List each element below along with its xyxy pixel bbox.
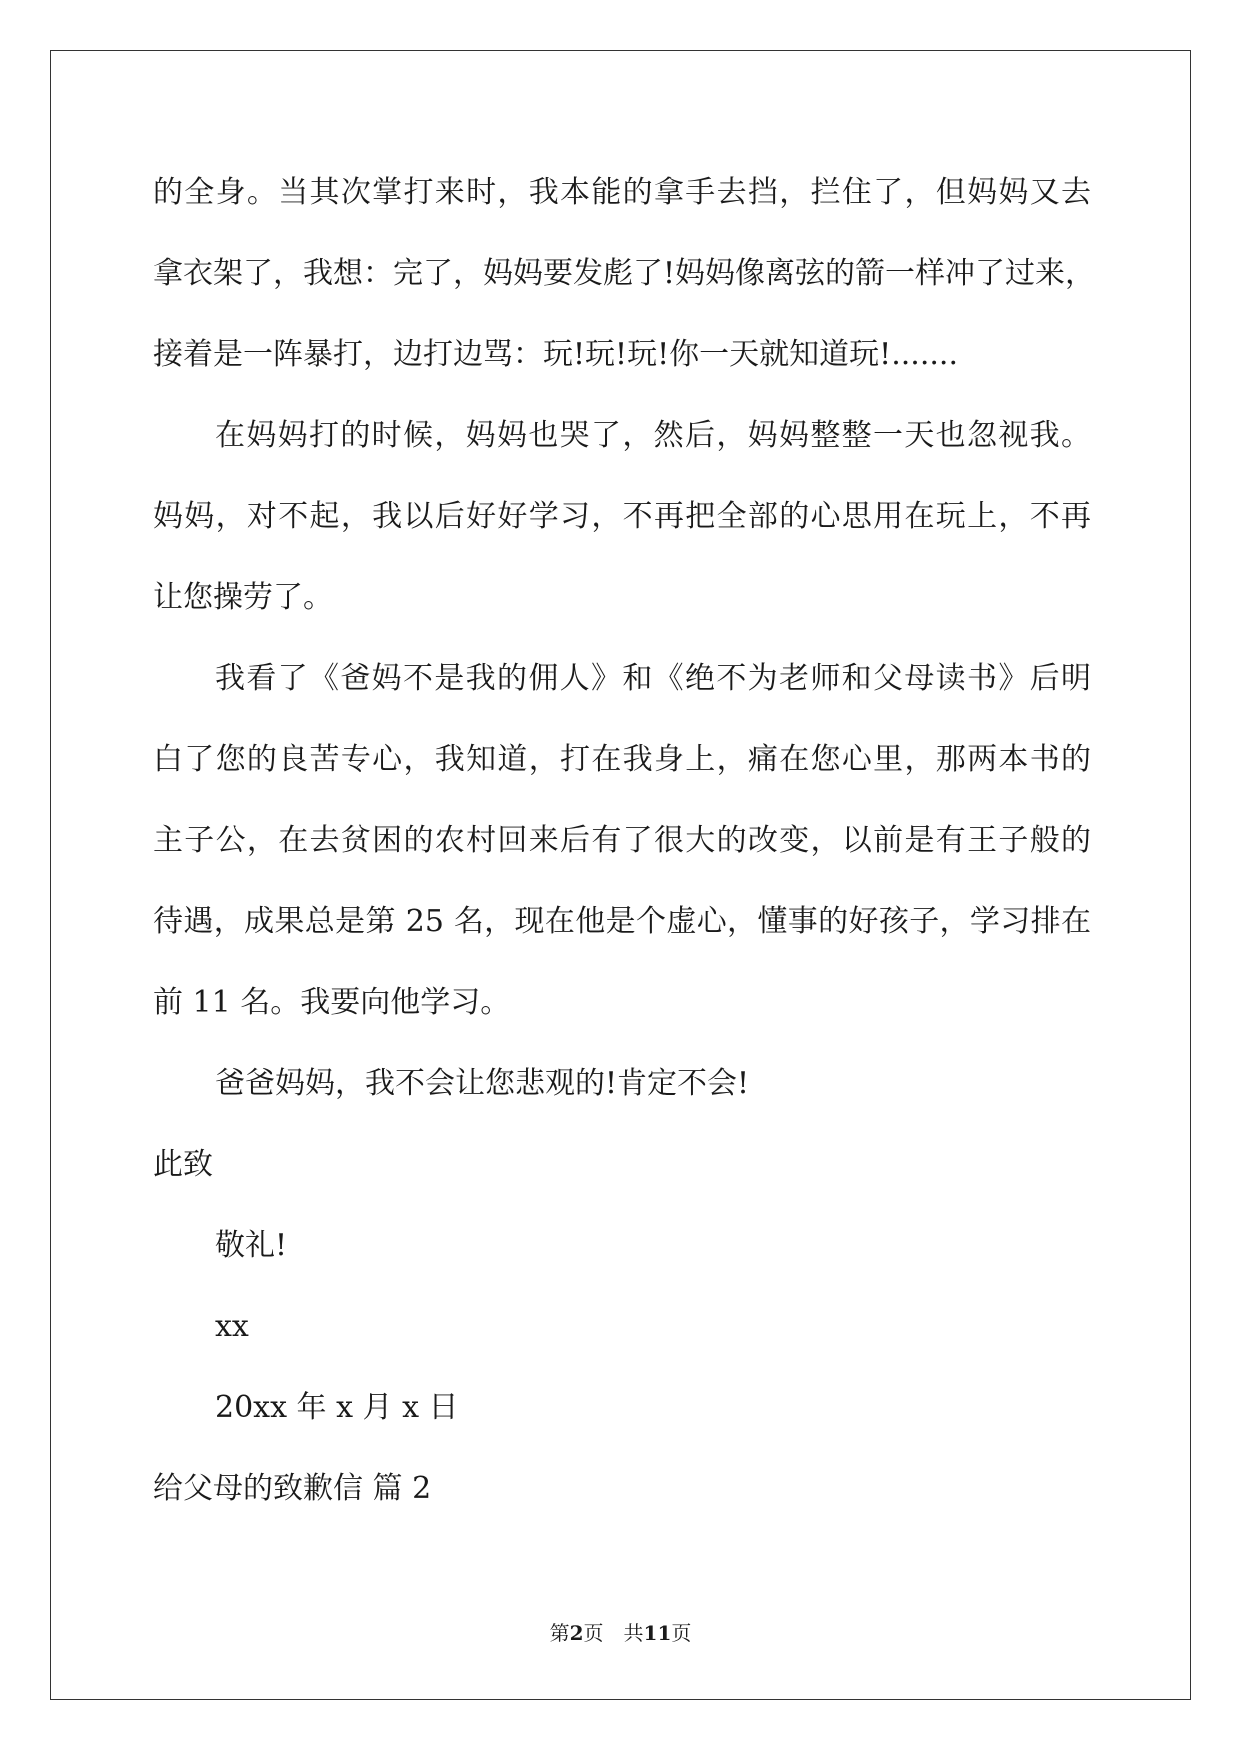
page-total: 11 — [643, 1621, 672, 1645]
paragraph-line: 在妈妈打的时候，妈妈也哭了，然后，妈妈整整一天也忽视我。 — [215, 418, 1091, 453]
page-prefix: 第 — [549, 1621, 570, 1645]
paragraph-line: 我看了《爸妈不是我的佣人》和《绝不为老师和父母读书》后明 — [215, 661, 1091, 696]
paragraph-line: 让您操劳了。 — [153, 580, 333, 615]
closing-regards: 敬礼! — [215, 1228, 288, 1263]
paragraph-line: 爸爸妈妈，我不会让您悲观的!肯定不会! — [215, 1066, 750, 1101]
paragraph-line: 拿衣架了，我想：完了，妈妈要发彪了!妈妈像离弦的箭一样冲了过来， — [153, 256, 1096, 291]
page-current: 2 — [569, 1621, 584, 1645]
signature-name: xx — [215, 1309, 249, 1344]
total-unit: 页 — [671, 1621, 692, 1645]
signature-date: 20xx 年 x 月 x 日 — [215, 1390, 459, 1425]
paragraph-line: 接着是一阵暴打，边打边骂：玩!玩!玩!你一天就知道玩!....... — [153, 337, 958, 372]
paragraph-line: 白了您的良苦专心，我知道，打在我身上，痛在您心里，那两本书的 — [153, 742, 1091, 777]
paragraph-line: 的全身。当其次掌打来时，我本能的拿手去挡，拦住了，但妈妈又去 — [153, 175, 1091, 210]
paragraph-line: 待遇，成果总是第 25 名，现在他是个虚心，懂事的好孩子，学习排在 — [153, 904, 1091, 939]
letter-body — [153, 165, 1096, 1542]
paragraph-line: 前 11 名。我要向他学习。 — [153, 985, 511, 1020]
section-heading: 给父母的致歉信 篇 2 — [153, 1471, 432, 1506]
page-footer — [0, 1621, 1241, 1645]
closing-salutation: 此致 — [153, 1147, 213, 1182]
page-unit: 页 — [583, 1621, 604, 1645]
paragraph-line: 妈妈，对不起，我以后好好学习，不再把全部的心思用在玩上，不再 — [153, 499, 1091, 534]
paragraph-line: 主子公，在去贫困的农村回来后有了很大的改变，以前是有王子般的 — [153, 823, 1091, 858]
total-prefix: 共 — [623, 1621, 644, 1645]
